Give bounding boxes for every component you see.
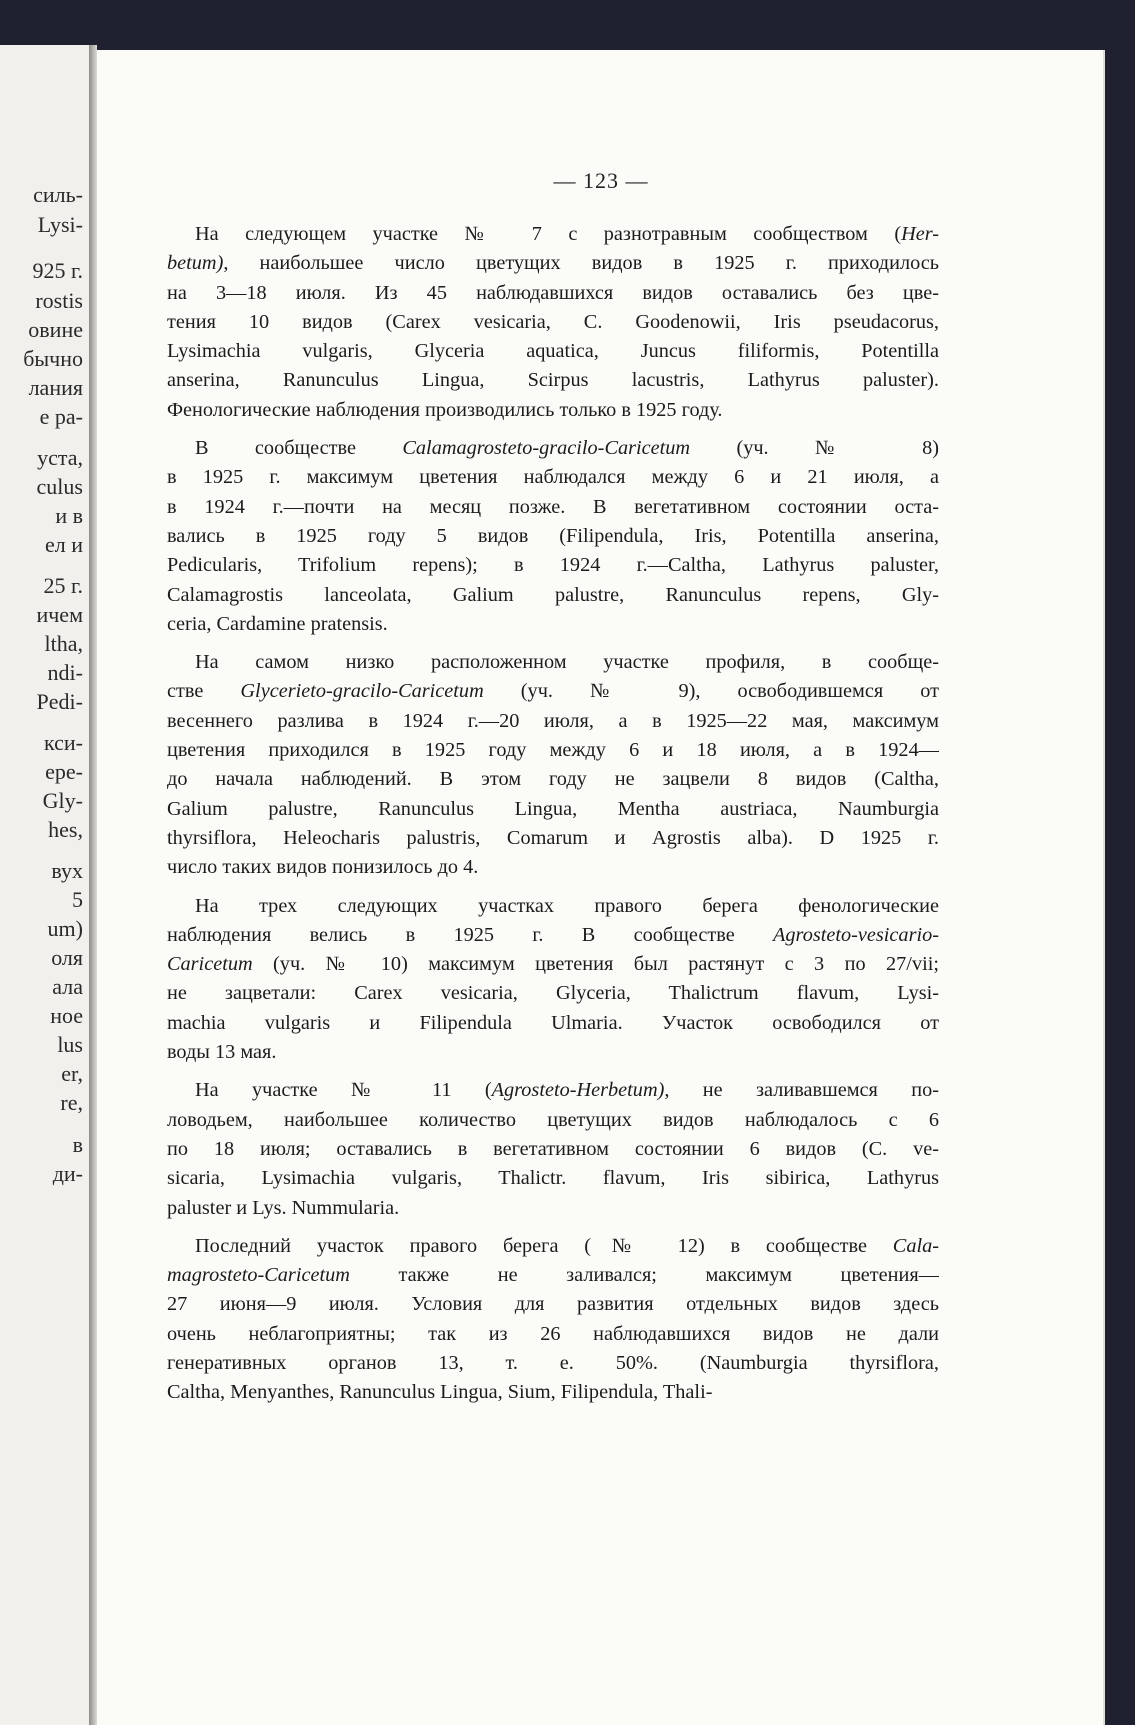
text-run: Galium palustre, Ranunculus Lingua, Mentha austriaca, Naumburgia — [167, 797, 939, 820]
text-run: весеннего разлива в 1924 г.—20 июля, а в 1925—22 мая, максимум — [167, 709, 939, 732]
left-page-fragment: ичем — [36, 602, 83, 627]
latin-term-italic: betum) — [167, 252, 224, 275]
text-run: (уч. № 8) — [690, 437, 939, 460]
text-run: генеративных органов 13, т. е. 50%. (Naumburgia thyrsiflora, — [167, 1351, 939, 1374]
left-page-fragment: ndi- — [47, 660, 83, 685]
text-line — [167, 308, 939, 337]
paragraph-gap — [167, 1067, 939, 1076]
text-run: На трех следующих участках правого берега фенологические — [195, 894, 939, 917]
text-run: по 18 июля; оставались в вегетативном состоянии 6 видов (C. ve- — [167, 1137, 939, 1160]
text-run: paluster и Lys. Nummularia. — [167, 1196, 400, 1219]
book-gutter — [89, 45, 97, 1725]
left-page-fragment: ное — [50, 1003, 83, 1028]
text-run: до начала наблюдений. В этом году не зацвели 8 видов (Caltha, — [167, 768, 939, 791]
text-run: В сообществе — [195, 437, 403, 460]
text-run: также не заливался; максимум цветения— — [349, 1264, 939, 1287]
text-run: Caltha, Menyanthes, Ranunculus Lingua, Sium, Filipendula, Thali- — [167, 1381, 713, 1404]
text-line — [167, 1378, 939, 1407]
left-page-fragment: 5 — [72, 887, 83, 912]
text-line — [167, 279, 939, 308]
text-run: наблюдения велись в 1925 г. В сообществе — [167, 923, 774, 946]
text-line — [167, 707, 939, 736]
text-run: (уч. № 9), освободившемся от — [483, 680, 939, 703]
text-line — [167, 1290, 939, 1319]
text-line — [167, 1135, 939, 1164]
text-run: на 3—18 июля. Из 45 наблюдавшихся видов оставались без цве- — [167, 281, 939, 304]
text-run: На участке № 11 ( — [195, 1079, 492, 1102]
left-page-fragment: силь- — [33, 182, 83, 207]
left-page-fragment: ел и — [44, 532, 83, 557]
latin-term-italic: Calamagrosteto-gracilo-Caricetum — [402, 437, 691, 460]
left-page-fragment: ltha, — [44, 631, 83, 656]
text-line — [167, 853, 939, 882]
body-text — [167, 220, 939, 1408]
text-run: sicaria, Lysimachia vulgaris, Thalictr. flavum, Iris sibirica, Lathyrus — [167, 1167, 939, 1190]
left-page-fragment: бычно — [23, 346, 83, 371]
text-line — [167, 396, 939, 425]
text-run: ceria, Cardamine pratensis. — [167, 612, 388, 635]
text-line — [167, 522, 939, 551]
text-run: anserina, Ranunculus Lingua, Scirpus lacustris, Lathyrus paluster). — [167, 369, 939, 392]
text-line — [167, 1076, 939, 1105]
text-line — [167, 610, 939, 639]
text-line — [167, 1232, 939, 1261]
left-page-fragment: rostis — [35, 288, 83, 313]
text-line — [167, 765, 939, 794]
text-line — [167, 1009, 939, 1038]
text-run: не зацветали: Carex vesicaria, Glyceria, Thalictrum flavum, Lysi- — [167, 982, 939, 1005]
left-page-fragment: ала — [52, 974, 83, 999]
page-number: — 123 — — [553, 168, 649, 193]
text-line — [167, 249, 939, 278]
text-line — [167, 581, 939, 610]
text-line — [167, 1261, 939, 1290]
text-line — [167, 366, 939, 395]
paragraph-gap — [167, 1223, 939, 1232]
text-run: (уч. № 10) максимум цветения был растянут с 3 по 27/vii; — [252, 953, 939, 976]
text-line — [167, 950, 939, 979]
latin-term-italic: Glycerieto-gracilo-Caricetum — [240, 680, 484, 703]
left-page-fragment: оля — [51, 945, 83, 970]
text-line — [167, 493, 939, 522]
left-page-fragment: ере- — [45, 759, 83, 784]
latin-term-italic: Caricetum — [167, 953, 253, 976]
text-line — [167, 677, 939, 706]
text-line — [167, 824, 939, 853]
text-run: На следующем участке № 7 с разнотравным сообществом ( — [195, 223, 902, 245]
text-line — [167, 648, 939, 677]
text-run: Calamagrostis lanceolata, Galium palustre, Ranunculus repens, Gly- — [167, 583, 939, 606]
text-run: machia vulgaris и Filipendula Ulmaria. Участок освободился от — [167, 1011, 939, 1034]
text-run: стве — [167, 680, 241, 703]
latin-term-italic: magrosteto-Caricetum — [167, 1264, 350, 1287]
text-line — [167, 795, 939, 824]
left-page-fragment: е ра- — [39, 404, 83, 429]
text-line — [167, 1164, 939, 1193]
left-page-fragment: и в — [55, 503, 83, 528]
text-line — [167, 1038, 939, 1067]
left-page-fragment: re, — [60, 1090, 83, 1115]
latin-term-italic: Agrosteto-vesicario- — [773, 923, 939, 946]
text-run: очень неблагоприятны; так из 26 наблюдавшихся видов не дали — [167, 1322, 939, 1345]
text-run: цветения приходился в 1925 году между 6 и 18 июля, а в 1924— — [167, 739, 939, 762]
left-page-fragment: Gly- — [42, 788, 83, 813]
left-page-fragment: в — [72, 1132, 83, 1157]
text-line — [167, 736, 939, 765]
text-run: 27 июня—9 июля. Условия для развития отдельных видов здесь — [167, 1293, 939, 1316]
text-line — [167, 434, 939, 463]
left-page-fragment: 25 г. — [43, 573, 83, 598]
left-page-fragment: lus — [57, 1032, 83, 1057]
left-page-fragment: culus — [36, 474, 83, 499]
text-run: , не заливавшемся по- — [664, 1079, 939, 1102]
text-run: Последний участок правого берега (№ 12) в сообществе — [195, 1234, 893, 1257]
paragraph-gap — [167, 425, 939, 434]
left-page-fragment: Pedi- — [36, 689, 83, 714]
left-page-edge — [0, 45, 91, 1725]
latin-term-italic: Cala- — [892, 1234, 939, 1257]
text-run: число таких видов понизилось до 4. — [167, 856, 479, 879]
text-run: в 1924 г.—почти на месяц позже. В вегетативном состоянии оста- — [167, 495, 939, 518]
text-line — [167, 220, 939, 249]
left-page-fragment: er, — [61, 1061, 83, 1086]
text-line — [167, 892, 939, 921]
text-line — [167, 1106, 939, 1135]
text-line — [167, 1194, 939, 1223]
book-page — [97, 50, 1105, 1725]
text-run: ловодьем, наибольшее количество цветущих видов наблюдалось с 6 — [167, 1108, 939, 1131]
left-page-fragment: 925 г. — [32, 258, 83, 283]
left-page-fragment: кси- — [43, 730, 83, 755]
text-line — [167, 1320, 939, 1349]
text-line — [167, 979, 939, 1008]
text-run: На самом низко расположенном участке профиля, в сообще- — [195, 651, 939, 674]
latin-term-italic: Agrosteto-Herbetum) — [491, 1079, 665, 1102]
left-page-fragment: лания — [28, 375, 83, 400]
text-run: Фенологические наблюдения производились только в 1925 году. — [167, 398, 723, 421]
left-page-fragment: ди- — [52, 1161, 83, 1186]
left-page-fragment: um) — [47, 916, 83, 941]
left-page-fragment: овине — [28, 317, 83, 342]
text-run: воды 13 мая. — [167, 1041, 277, 1064]
text-run: в 1925 г. максимум цветения наблюдался между 6 и 21 июля, а — [167, 466, 939, 489]
text-run: вались в 1925 году 5 видов (Filipendula, Iris, Potentilla anserina, — [167, 524, 939, 547]
paragraph-gap — [167, 639, 939, 648]
text-line — [167, 1349, 939, 1378]
paragraph-gap — [167, 883, 939, 892]
text-run: Pedicularis, Trifolium repens); в 1924 г.—Caltha, Lathyrus paluster, — [167, 554, 939, 577]
latin-term-italic: Her- — [901, 223, 939, 245]
left-page-fragment: Lysi- — [37, 212, 83, 237]
left-page-fragment: вух — [51, 858, 83, 883]
text-run: тения 10 видов (Carex vesicaria, C. Goodenowii, Iris pseudacorus, — [167, 310, 939, 333]
text-line — [167, 463, 939, 492]
text-run: , наибольшее число цветущих видов в 1925 г. приходилось — [223, 252, 939, 275]
left-page-fragment: уста, — [37, 445, 83, 470]
text-run: thyrsiflora, Heleocharis palustris, Comarum и Agrostis alba). D 1925 г. — [167, 826, 939, 849]
left-page-fragment: hes, — [48, 817, 83, 842]
text-line — [167, 337, 939, 366]
text-line — [167, 551, 939, 580]
text-line — [167, 921, 939, 950]
text-run: Lysimachia vulgaris, Glyceria aquatica, Juncus filiformis, Potentilla — [167, 340, 939, 363]
